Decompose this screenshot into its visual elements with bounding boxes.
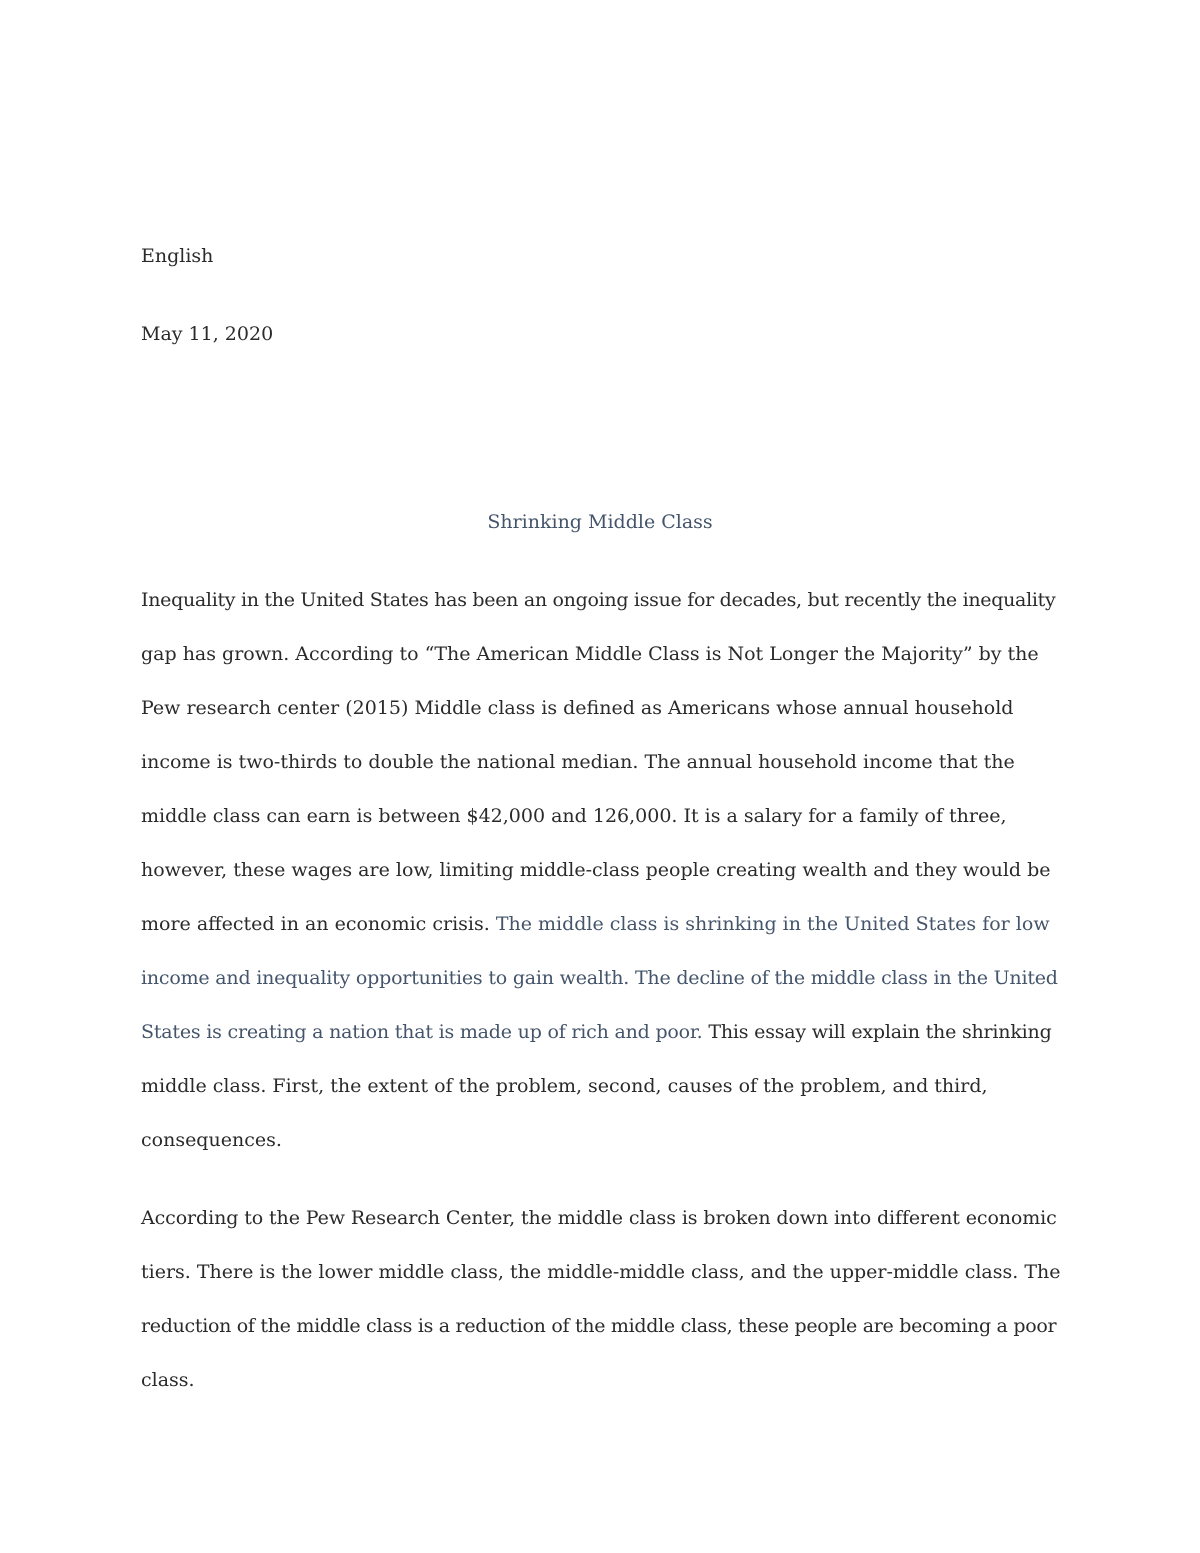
text-line: consequences.	[141, 1129, 282, 1151]
text-line	[141, 912, 1050, 936]
essay-date: May 11, 2020	[141, 323, 274, 345]
course-name: English	[141, 245, 214, 267]
text-line	[141, 1020, 1052, 1044]
text-segment: more affected in an economic crisis.	[141, 913, 496, 935]
text-line: tiers. There is the lower middle class, the middle-middle class, and the upper-middle class. The	[141, 1261, 1061, 1283]
thesis-segment: States is creating a nation that is made up of rich and poor.	[141, 1021, 703, 1043]
text-line: Inequality in the United States has been an ongoing issue for decades, but recently the inequality	[141, 589, 1056, 611]
text-segment: This essay will explain the shrinking	[702, 1021, 1052, 1043]
text-line: middle class. First, the extent of the problem, second, causes of the problem, and third,	[141, 1075, 988, 1097]
text-line: however, these wages are low, limiting middle-class people creating wealth and they would be	[141, 859, 1051, 881]
text-line: reduction of the middle class is a reduction of the middle class, these people are becoming a poor	[141, 1315, 1057, 1337]
text-line: income is two-thirds to double the national median. The annual household income that the	[141, 751, 1015, 773]
text-line: Pew research center (2015) Middle class is defined as Americans whose annual household	[141, 697, 1014, 719]
text-line: middle class can earn is between $42,000 and 126,000. It is a salary for a family of three,	[141, 805, 1007, 827]
essay-title: Shrinking Middle Class	[487, 511, 713, 533]
text-line: According to the Pew Research Center, the middle class is broken down into different economic	[141, 1207, 1057, 1229]
thesis-segment: The middle class is shrinking in the United States for low	[495, 913, 1050, 935]
text-line: class.	[141, 1369, 195, 1391]
thesis-line: income and inequality opportunities to gain wealth. The decline of the middle class in the United	[141, 967, 1058, 989]
text-line: gap has grown. According to “The American Middle Class is Not Longer the Majority” by the	[141, 643, 1039, 665]
